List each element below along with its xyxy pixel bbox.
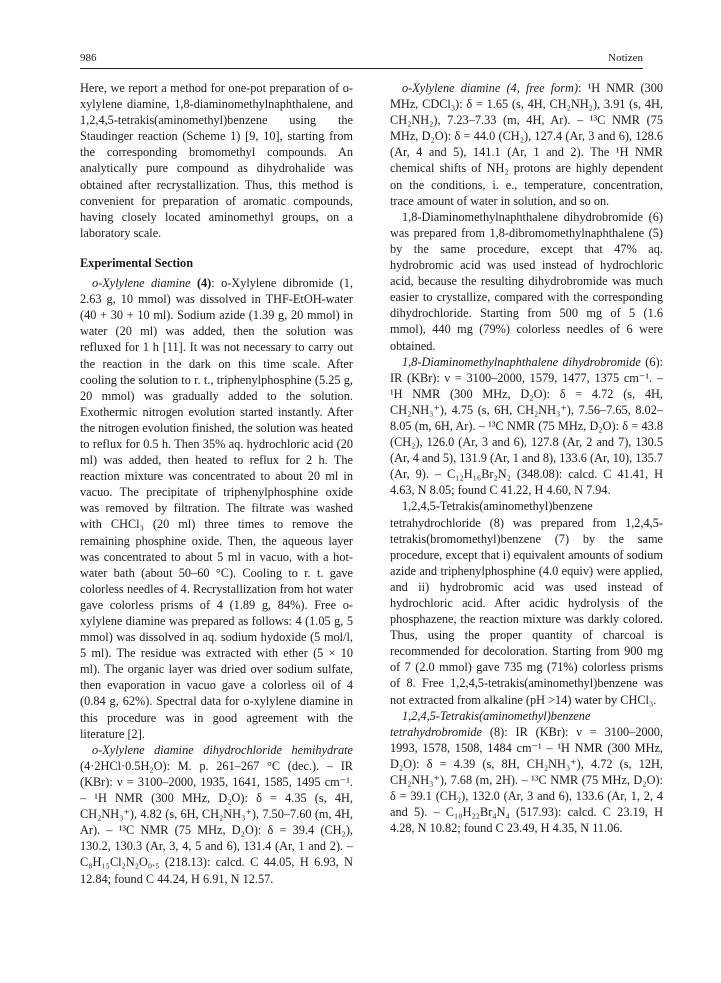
section-heading: Experimental Section: [80, 255, 194, 270]
intro-paragraph: Here, we report a method for one-pot preparation of o-xylylene diamine, 1,8-diaminomethylnaphthalene, and 1,2,4,5-tetrakis(aminomethyl)benzene using the Staudinger reaction (Scheme 1) [9, 10], starting from the corresponding bromomethyl compounds. An analytically pure compound as dihydrohalide was obtained after recrystallization. Thus, this method is convenient for preparation of aromatic compounds, having closely located aminomethyl groups, on a laboratory scale.: [80, 81, 353, 240]
paragraph-tetrakis-data: [390, 708, 663, 837]
paragraph-free-form: [390, 80, 663, 209]
compound-title: o-Xylylene diamine (4, free form): [402, 81, 579, 95]
paragraph-naphthalene-data: [390, 354, 663, 499]
paragraph-body: (6): IR (KBr): ν = 3100–2000, 1579, 1477, 1375 cm⁻¹. – ¹H NMR (300 MHz, D₂O): δ = 4.72 (s, 4H, CH₂NH₃⁺), 4.75 (s, 6H, CH₂NH₃⁺), 7.56–7.65, 8.02–8.05 (m, 6H, Ar). – ¹³C NMR (75 MHz, D₂O): δ = 43.8 (CH₂), 126.0 (Ar, 3 and 6), 127.8 (Ar, 2 and 7), 130.5 (Ar, 4 and 5), 131.9 (Ar, 1 and 8), 133.6 (Ar, 10), 135.7 (Ar, 9). – C₁₂H₁₆Br₂N₂ (348.08): calcd. C 41.41, H 4.63, N 8.05; found C 41.22, H 4.60, N 7.94.: [390, 354, 663, 498]
paragraph-xylylene-diamine: [80, 275, 353, 742]
page-number: 986: [80, 52, 97, 64]
right-column: [390, 80, 663, 836]
paragraph-body: (4·2HCl·0.5H₂O): M. p. 261–267 °C (dec.). – IR (KBr): ν = 3100–2000, 1935, 1641, 1585, 1495 cm⁻¹. – ¹H NMR (300 MHz, D₂O): δ = 4.35 (s, 4H, CH₂NH₃⁺), 4.82 (s, 6H, CH₂NH₃⁺), 7.50–7.60 (m, 4H, Ar). – ¹³C NMR (75 MHz, D₂O): δ = 39.4 (CH₂), 130.2, 130.3 (Ar, 3, 4, 5 and 6), 131.4 (Ar, 1 and 2). – C₈H₁₅Cl₂N₂O₀.₅ (218.13): calcd. C 44.05, H 6.93, N 12.84; found C 44.24, H 6.91, N 12.57.: [80, 758, 353, 886]
left-column: [80, 80, 353, 887]
paragraph-body: : ¹H NMR (300 MHz, CDCl₃): δ = 1.65 (s, 4H, CH₂NH₂), 3.91 (s, 4H, CH₂NH₂), 7.23–7.33 (m, 4H, Ar). – ¹³C NMR (75 MHz, D₂O): δ = 44.0 (CH₂), 127.4 (Ar, 3 and 6), 128.6 (Ar, 4 and 5), 141.1 (Ar, 1 and 2). The ¹H NMR chemical shifts of NH₂ protons are highly dependent on the conditions, i. e., temperature, concentration, trace amount of water in solution, and so on.: [390, 81, 663, 208]
compound-title: 1,8-Diaminomethylnaphthalene dihydrobromide: [402, 354, 641, 369]
compound-title: o-Xylylene diamine dihydrochloride hemihydrate: [92, 742, 353, 757]
running-header: [80, 50, 643, 69]
paragraph-body: (8): IR (KBr): ν = 3100–2000, 1993, 1578, 1508, 1484 cm⁻¹ – ¹H NMR (300 MHz, D₂O): δ = 4.39 (s, 8H, CH₂NH₃⁺), 4.72 (s, 12H, CH₂NH₃⁺), 7.68 (m, 2H). – ¹³C NMR (75 MHz, D₂O): δ = 39.1 (CH₂), 132.0 (Ar, 3 and 6), 133.6 (Ar, 1, 2, 4 and 5). – C₁₀H₂₂Br₄N₄ (517.93): calcd. C 23.19, H 4.28, N 10.82; found C 23.49, H 4.35, N 11.06.: [390, 724, 663, 836]
running-title: Notizen: [608, 52, 643, 64]
compound-title: 1,2,4,5-Tetrakis(aminomethyl)benzene tetrahydrobromide: [390, 708, 591, 739]
compound-title: o-Xylylene diamine: [92, 276, 191, 291]
compound-number: (4): [196, 276, 212, 291]
paragraph-body: : o-Xylylene dibromide (1, 2.63 g, 10 mmol) was dissolved in THF-EtOH-water (40 + 30 + 10 ml). Sodium azide (1.39 g, 20 mmol) in water (20 ml) was added, then the solution was refluxed for 1 h [11]. It was not necessary to carry out the reaction in the dark on this time scale. After cooling the solution to r. t., triphenylphosphine (5.25 g, 20 mmol) was gradually added to the solution. Exothermic nitrogen evolution started instantly. After the nitrogen evolution finished, the solution was heated to reflux for 0.5 h. Then 35% aq. hydrochloric acid (20 ml) was added, then heated to reflux for 2 h. The reaction mixture was concentrated to about 20 ml in vacuo. The precipitate of triphenylphosphine oxide was removed by filtration. The filtrate was washed with CHCl₃ (20 ml) three times to remove the remaining phosphine oxide. Then, the aqueous layer was concentrated to about 5 ml in vacuo, with a hot-water bath (about 50–60 °C). Cooling to r. t. gave colorless needles of 4. Recrystallization from hot water gave colorless prisms of 4 (1.89 g, 84%). Free o-xylylene diamine was prepared as follows: 4 (1.05 g, 5 mmol) was dissolved in aq. sodium hydoxide (5 mol/l, 5 ml). The residue was extracted with ether (5 × 10 ml). The organic layer was dried over sodium sulfate, then evaporation in vacuo gave a colorless oil of 4 (0.84 g, 62%). Spectral data for o-xylylene diamine in this procedure was in good agreement with the literature [2].: [80, 276, 353, 741]
paragraph-dihydrochloride: [80, 742, 353, 887]
paragraph-naphthalene-prep: 1,8-Diaminomethylnaphthalene dihydrobromide (6) was prepared from 1,8-dibromomethylnaphthalene (5) by the same procedure, except that 47% aq. hydrobromic acid was used instead of hydrochloric acid, because the resulting dihydrobromide was much easier to crystallize, compared with the corresponding dihydrochloride. Starting from 500 mg of 5 (1.6 mmol), 440 mg (79%) colorless needles of 6 were obtained.: [390, 209, 663, 353]
paragraph-tetrakis-prep: 1,2,4,5-Tetrakis(aminomethyl)benzene tetrahydrochloride (8) was prepared from 1,2,4,5-tetrakis(bromomethyl)benzene (7) by the same procedure, except that i) equivalent amounts of sodium azide and triphenylphosphine (4.0 equiv) were applied, and ii) hydrobromic acid was used instead of hydrochloric acid. After acidic hydrolysis of the phosphazene, the reaction mixture was darkly colored. Thus, using the proper quantity of charcoal is recommended for decoloration. Starting from 900 mg of 7 (2.0 mmol) gave 735 mg (71%) colorless prisms of 8. Free 1,2,4,5-tetrakis(aminomethyl)benzene was not extracted from alkaline (pH >14) water by CHCl₃.: [390, 499, 663, 707]
